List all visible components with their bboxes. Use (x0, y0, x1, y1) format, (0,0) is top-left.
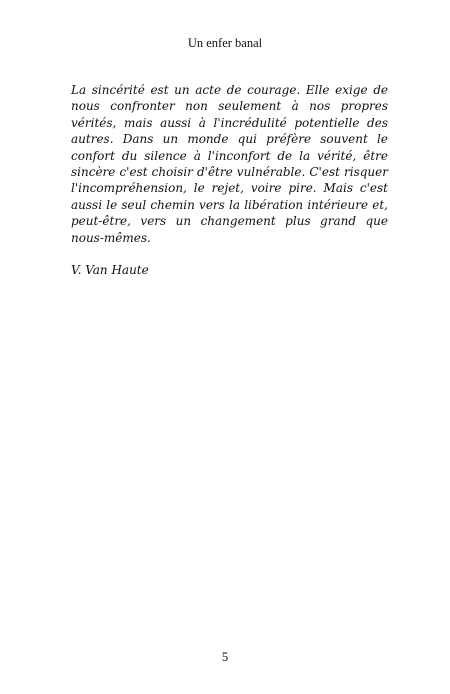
page-number: 5 (221, 650, 229, 664)
quote-block (71, 82, 388, 278)
running-header-title: Un enfer banal (187, 36, 263, 50)
quote-author: V. Van Haute (71, 263, 149, 278)
quote-text: La sincérité est un acte de courage. Elle exige de nous confronter non seulement à nos propres vérités, mais aussi à l'incrédulité potentielle des autres. Dans un monde qui préfère souvent le confort du silence à l'inconfort de la vérité, être sincère c'est choisir d'être vulnérable. C'est risquer l'incompréhension, le rejet, voire pire. Mais c'est aussi le seul chemin vers la libération intérieure et, peut-être, vers un changement plus grand que nous-mêmes. (71, 83, 388, 245)
